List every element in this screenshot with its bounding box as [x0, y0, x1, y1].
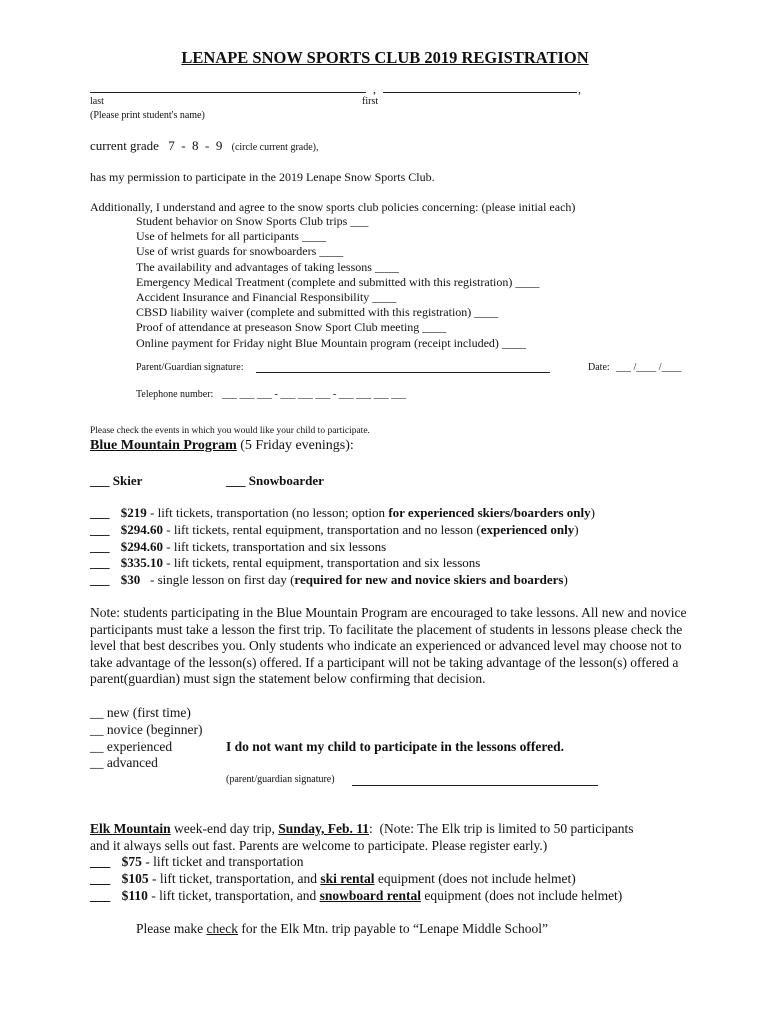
option-blank[interactable]: ___ — [90, 572, 110, 588]
check-note-post: for the Elk Mtn. trip payable to “Lenape Middle School” — [237, 921, 549, 936]
levels-list — [90, 705, 202, 772]
first-name-line[interactable] — [383, 92, 577, 93]
grade-label: current grade — [90, 138, 159, 153]
check-note-underlined: check — [206, 921, 238, 936]
policies-intro: Additionally, I understand and agree to the snow sports club policies concerning: (please initial each) — [90, 200, 576, 214]
level-novice[interactable]: __ novice (beginner) — [90, 721, 203, 737]
blue-mountain-title: Blue Mountain Program — [90, 438, 237, 453]
elk-heading — [90, 821, 634, 855]
policy-item[interactable]: CBSD liability waiver (complete and submitted with this registration) ____ — [136, 305, 499, 320]
last-name-line[interactable] — [90, 92, 366, 93]
blue-mountain-heading — [90, 438, 354, 454]
option-desc: - lift tickets, rental equipment, transportation and six lessons — [163, 555, 481, 571]
option-price: $105 — [121, 870, 149, 886]
elk-option-110[interactable] — [90, 888, 622, 905]
option-bold: for experienced skiers/boarders only — [388, 505, 591, 520]
name-comma: , — [373, 82, 376, 96]
check-note-pre: Please make — [136, 921, 207, 936]
no-lessons-statement: I do not want my child to participate in the lessons offered. — [226, 739, 565, 754]
elk-check-note — [136, 921, 548, 937]
policy-item[interactable]: Accident Insurance and Financial Responsibility ____ — [136, 290, 397, 305]
option-tail: ) — [590, 505, 595, 520]
option-blank[interactable]: ___ — [90, 505, 110, 520]
bm-option-30[interactable] — [90, 572, 595, 589]
option-price: $335.10 — [120, 555, 163, 571]
level-new[interactable]: __ new (first time) — [90, 705, 191, 720]
parent-signature-line[interactable] — [256, 372, 550, 373]
policy-item[interactable]: Proof of attendance at preseason Snow Sport Club meeting ____ — [136, 320, 447, 335]
option-blank[interactable]: ___ — [90, 887, 111, 903]
permission-text: has my permission to participate in the 2019 Lenape Snow Sports Club. — [90, 170, 435, 184]
grade-note: (circle current grade), — [231, 142, 319, 153]
snowboarder-option[interactable]: ___ Snowboarder — [226, 473, 324, 488]
guardian-signature-label: (parent/guardian signature) — [226, 774, 335, 785]
first-label: first — [362, 96, 379, 107]
events-instruction: Please check the events in which you would like your child to participate. — [90, 426, 370, 436]
blue-mountain-subtitle: (5 Friday evenings): — [240, 438, 354, 453]
option-blank[interactable]: ___ — [90, 555, 110, 571]
policy-item[interactable]: Emergency Medical Treatment (complete and submitted with this registration) ____ — [136, 274, 540, 289]
elk-date: Sunday, Feb. 11 — [278, 821, 370, 836]
policies-list — [136, 214, 539, 351]
elk-text: week-end day trip, — [170, 821, 279, 836]
level-advanced[interactable]: __ advanced — [90, 755, 158, 771]
option-tail: ) — [563, 572, 568, 588]
option-price: $75 — [121, 854, 142, 869]
option-blank[interactable]: ___ — [90, 521, 110, 537]
bm-option-335[interactable] — [90, 555, 595, 572]
bm-option-219[interactable] — [90, 505, 595, 522]
elk-option-75[interactable] — [90, 854, 622, 871]
grade-row — [90, 138, 319, 154]
policy-item[interactable]: Use of helmets for all participants ____ — [136, 229, 326, 244]
blue-mountain-options — [90, 505, 595, 589]
option-price: $30 — [120, 572, 141, 588]
grade-options[interactable]: 7 - 8 - 9 — [168, 138, 223, 153]
option-price: $294.60 — [120, 538, 163, 554]
option-bold: experienced only — [480, 521, 575, 537]
elk-line-1 — [90, 821, 634, 838]
option-tail: ) — [574, 521, 579, 537]
option-desc: - lift ticket and transportation — [141, 854, 304, 869]
option-desc: - single lesson on first day ( — [140, 572, 295, 588]
option-desc: - lift tickets, transportation and six lessons — [163, 538, 387, 554]
option-desc: - lift ticket, transportation, and — [147, 887, 320, 903]
option-tail: equipment (does not include helmet) — [420, 887, 623, 903]
guardian-signature-line[interactable] — [352, 785, 598, 786]
option-desc: - lift ticket, transportation, and — [148, 870, 321, 886]
option-bold: required for new and novice skiers and boarders — [294, 572, 564, 588]
name-comma-end: , — [578, 82, 581, 96]
elk-note: : (Note: The Elk trip is limited to 50 participants — [369, 821, 634, 836]
phone-label: Telephone number: — [136, 389, 214, 400]
lessons-note: Note: students participating in the Blue Mountain Program are encouraged to take lessons. All new and novice participants must take a lesson the first trip. To facilitate the placement of students in lessons please check the level that best describes you. Only students who indicate an experienced or advanced level may choose not to take advantage of the lesson(s) offered. If a participant will not be taking advantage of the lesson(s) offered a parent(guardian) must sign the statement below confirming that decision. — [90, 605, 687, 687]
last-label: last — [90, 96, 104, 107]
option-blank[interactable]: ___ — [90, 854, 111, 869]
option-tail: equipment (does not include helmet) — [374, 870, 576, 886]
policy-item[interactable]: The availability and advantages of taking lessons ____ — [136, 259, 399, 274]
option-blank[interactable]: ___ — [90, 538, 110, 554]
parent-signature-label: Parent/Guardian signature: — [136, 362, 244, 373]
bm-option-294-rental[interactable] — [90, 522, 595, 539]
option-price: $110 — [121, 887, 148, 903]
elk-title: Elk Mountain — [90, 821, 171, 836]
option-price: $294.60 — [120, 521, 163, 537]
date-blanks[interactable]: ___ /____ /____ — [616, 362, 682, 373]
option-underlined: snowboard rental — [319, 887, 421, 903]
option-underlined: ski rental — [320, 870, 375, 886]
name-instruction: (Please print student's name) — [90, 110, 205, 121]
phone-blanks[interactable]: ___ ___ ___ - ___ ___ ___ - ___ ___ ___ ___ — [222, 389, 407, 400]
page-title: LENAPE SNOW SPORTS CLUB 2019 REGISTRATION — [181, 48, 589, 67]
policy-item[interactable]: Online payment for Friday night Blue Mountain program (receipt included) ____ — [136, 335, 526, 350]
option-price: $219 — [120, 505, 147, 520]
skier-option[interactable]: ___ Skier — [90, 473, 143, 488]
level-experienced[interactable]: __ experienced — [90, 738, 173, 754]
policy-item[interactable]: Use of wrist guards for snowboarders ____ — [136, 244, 344, 259]
option-desc: - lift tickets, transportation (no lesson; option — [146, 505, 389, 520]
elk-options — [90, 854, 622, 904]
policy-item[interactable]: Student behavior on Snow Sports Club trips ___ — [136, 214, 369, 228]
option-desc: - lift tickets, rental equipment, transportation and no lesson ( — [163, 521, 481, 537]
elk-line-2: and it always sells out fast. Parents are welcome to participate. Please register early.) — [90, 837, 548, 853]
bm-option-294-lessons[interactable] — [90, 539, 595, 556]
date-label: Date: — [588, 362, 610, 373]
option-blank[interactable]: ___ — [90, 870, 111, 886]
elk-option-105[interactable] — [90, 871, 622, 888]
